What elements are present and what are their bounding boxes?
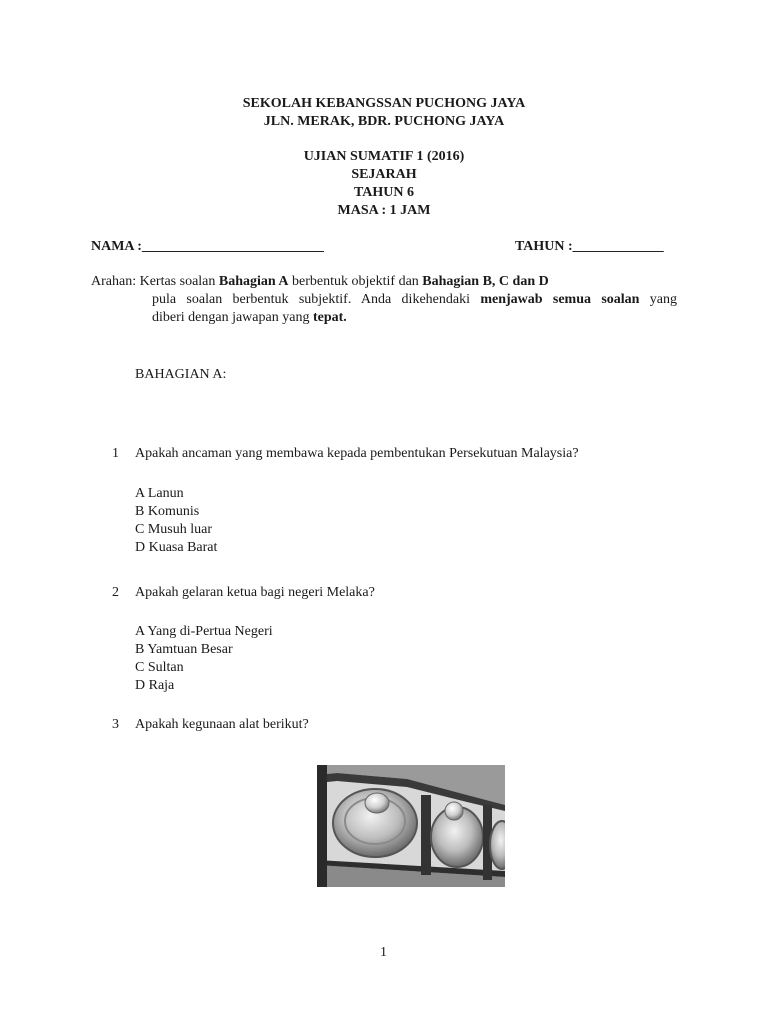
instructions-text: diberi dengan jawapan yang — [152, 310, 310, 325]
question-text: Apakah ancaman yang membawa kepada pembentukan Persekutuan Malaysia? — [135, 446, 579, 461]
instructions-text: Kertas soalan — [139, 274, 216, 289]
page-number: 1 — [380, 945, 387, 960]
year-field[interactable]: TAHUN :_____________ — [515, 239, 664, 254]
question-number: 3 — [112, 717, 119, 732]
instructions-text: pula soalan berbentuk subjektif. Anda dikehendaki — [152, 292, 470, 307]
subject-title: SEJARAH — [351, 167, 417, 182]
instructions-label: Arahan: — [91, 274, 137, 289]
answer-option[interactable]: C Musuh luar — [135, 522, 212, 537]
question-number: 1 — [112, 446, 119, 461]
question-text: Apakah kegunaan alat berikut? — [135, 717, 309, 732]
answer-option[interactable]: A Lanun — [135, 486, 184, 501]
school-name: SEKOLAH KEBANGSSAN PUCHONG JAYA — [242, 96, 526, 111]
answer-option[interactable]: D Kuasa Barat — [135, 540, 218, 555]
question-number: 2 — [112, 585, 119, 600]
section-heading: BAHAGIAN A: — [135, 367, 227, 382]
answer-option[interactable]: B Yamtuan Besar — [135, 642, 233, 657]
instructions-emphasis: tepat. — [312, 310, 347, 325]
year-title: TAHUN 6 — [353, 185, 415, 200]
instructions-emphasis: menjawab semua soalan — [480, 292, 640, 307]
gong-photo-illustration — [317, 765, 505, 887]
instructions-text: yang — [649, 292, 678, 307]
instructions-text: berbentuk objektif dan — [292, 274, 419, 289]
name-field[interactable]: NAMA :__________________________ — [91, 239, 324, 254]
duration-title: MASA : 1 JAM — [337, 203, 431, 218]
answer-option[interactable]: D Raja — [135, 678, 175, 693]
instructions-line-1 — [91, 273, 549, 290]
answer-option[interactable]: C Sultan — [135, 660, 184, 675]
question-text: Apakah gelaran ketua bagi negeri Melaka? — [135, 585, 375, 600]
instructions-line-3 — [152, 309, 347, 326]
answer-option[interactable]: A Yang di-Pertua Negeri — [135, 624, 273, 639]
instructions-line-2 — [152, 291, 677, 308]
answer-option[interactable]: B Komunis — [135, 504, 200, 519]
instructions-emphasis: Bahagian A — [218, 274, 289, 289]
gong-instrument-photo — [317, 765, 505, 887]
school-address: JLN. MERAK, BDR. PUCHONG JAYA — [263, 114, 505, 129]
instructions-emphasis: Bahagian B, C dan D — [422, 274, 549, 289]
exam-title: UJIAN SUMATIF 1 (2016) — [303, 149, 465, 164]
